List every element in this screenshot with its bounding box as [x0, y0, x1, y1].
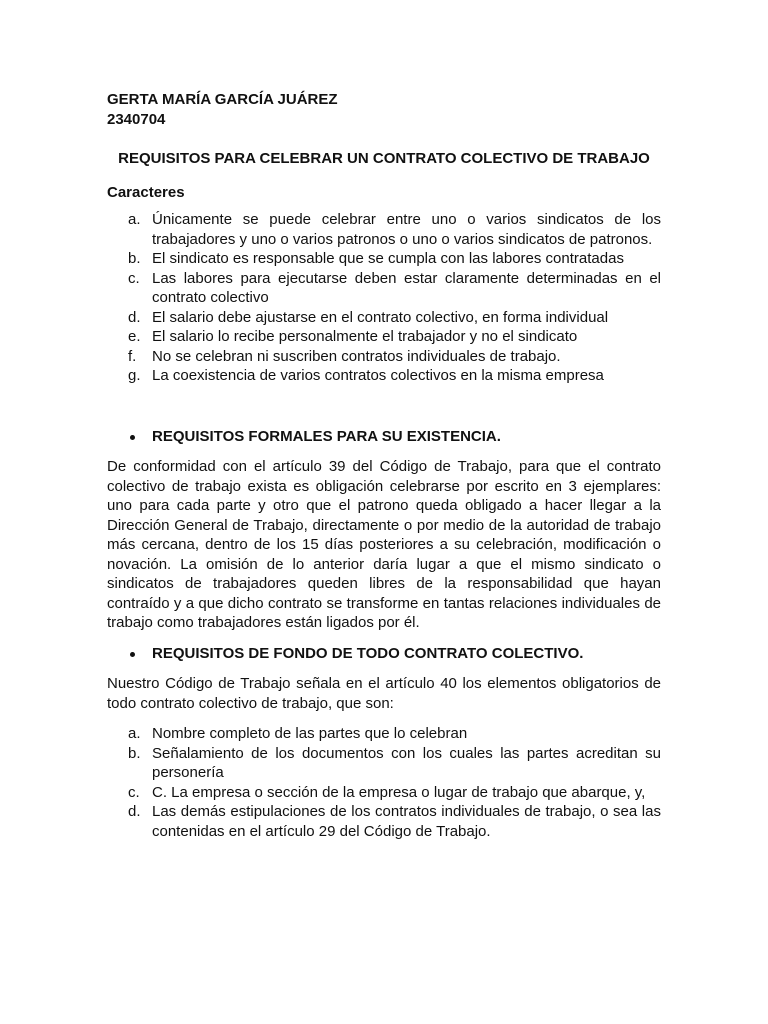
list-marker: b. — [128, 250, 141, 267]
section-heading-formales — [107, 427, 661, 447]
list-item — [107, 724, 661, 744]
list-item-text: Nombre completo de las partes que lo celebran — [152, 725, 468, 742]
list-item-text: El sindicato es responsable que se cumpla con las labores contratadas — [152, 250, 624, 267]
bullet-icon — [130, 435, 135, 440]
list-item — [107, 366, 661, 386]
author-name: GERTA MARÍA GARCÍA JUÁREZ — [107, 91, 338, 108]
list-item-text: C. La empresa o sección de la empresa o lugar de trabajo que abarque, y, — [152, 783, 646, 801]
fondo-list — [107, 724, 661, 841]
list-marker: a. — [128, 211, 141, 228]
list-item-text: Las demás estipulaciones de los contratos individuales de trabajo, o sea las contenidas en el artículo 29 del Código de Trabajo. — [152, 803, 661, 840]
list-marker: c. — [128, 269, 140, 287]
fondo-paragraph: Nuestro Código de Trabajo señala en el artículo 40 los elementos obligatorios de todo contrato colectivo de trabajo, que son: — [107, 675, 661, 712]
list-item — [107, 783, 661, 803]
list-item-text: Las labores para ejecutarse deben estar claramente determinadas en el contrato colectivo — [152, 269, 661, 306]
section-heading-text: REQUISITOS FORMALES PARA SU EXISTENCIA. — [152, 427, 501, 445]
list-item-text: El salario debe ajustarse en el contrato colectivo, en forma individual — [152, 308, 609, 326]
list-item — [107, 249, 661, 269]
section-heading-caracteres: Caracteres — [107, 183, 185, 201]
list-marker: a. — [128, 725, 141, 742]
list-item — [107, 744, 661, 783]
list-item — [107, 347, 661, 367]
list-marker: g. — [128, 367, 141, 384]
student-id: 2340704 — [107, 110, 166, 128]
list-item-text: El salario lo recibe personalmente el trabajador y no el sindicato — [152, 328, 578, 345]
list-item-text: Únicamente se puede celebrar entre uno o varios sindicatos de los trabajadores y uno o varios patronos o uno o varios sindicatos de patronos. — [152, 211, 661, 248]
list-marker: f. — [128, 347, 137, 365]
bullet-icon — [130, 652, 135, 657]
list-item-text: Señalamiento de los documentos con los cuales las partes acreditan su personería — [152, 744, 661, 781]
list-item-text: No se celebran ni suscriben contratos individuales de trabajo. — [152, 347, 561, 365]
section-heading-fondo — [107, 644, 661, 664]
section-heading-text: REQUISITOS DE FONDO DE TODO CONTRATO COLECTIVO. — [152, 644, 584, 662]
list-item — [107, 210, 661, 249]
list-item — [107, 308, 661, 328]
list-marker: b. — [128, 744, 141, 762]
list-marker: c. — [128, 783, 140, 801]
list-marker: d. — [128, 803, 141, 820]
caracteres-list — [107, 210, 661, 386]
list-item — [107, 327, 661, 347]
section-spacer — [107, 386, 661, 427]
list-marker: d. — [128, 308, 141, 326]
list-item — [107, 802, 661, 841]
document-title: REQUISITOS PARA CELEBRAR UN CONTRATO COLECTIVO DE TRABAJO — [118, 150, 650, 167]
list-marker: e. — [128, 328, 141, 345]
list-item-text: La coexistencia de varios contratos colectivos en la misma empresa — [152, 367, 604, 384]
formales-paragraph: De conformidad con el artículo 39 del Código de Trabajo, para que el contrato colectivo de trabajo exista es obligación celebrarse por escrito en 3 ejemplares: uno para cada parte y otro que el patrono queda obligado a hacer llegar a la Dirección General de Trabajo, directamente o por medio de la autoridad de trabajo más cercana, dentro de los 15 días posteriores a su celebración, modificación o novación. La omisión de lo anterior daría lugar a que el mismo sindicato o sindicatos de trabajadores queden libres de la responsabilidad que hayan contraído y a que dicho contrato se transforme en tantas relaciones individuales de trabajo como trabajadores están ligados por él. — [107, 458, 661, 631]
list-item — [107, 269, 661, 308]
